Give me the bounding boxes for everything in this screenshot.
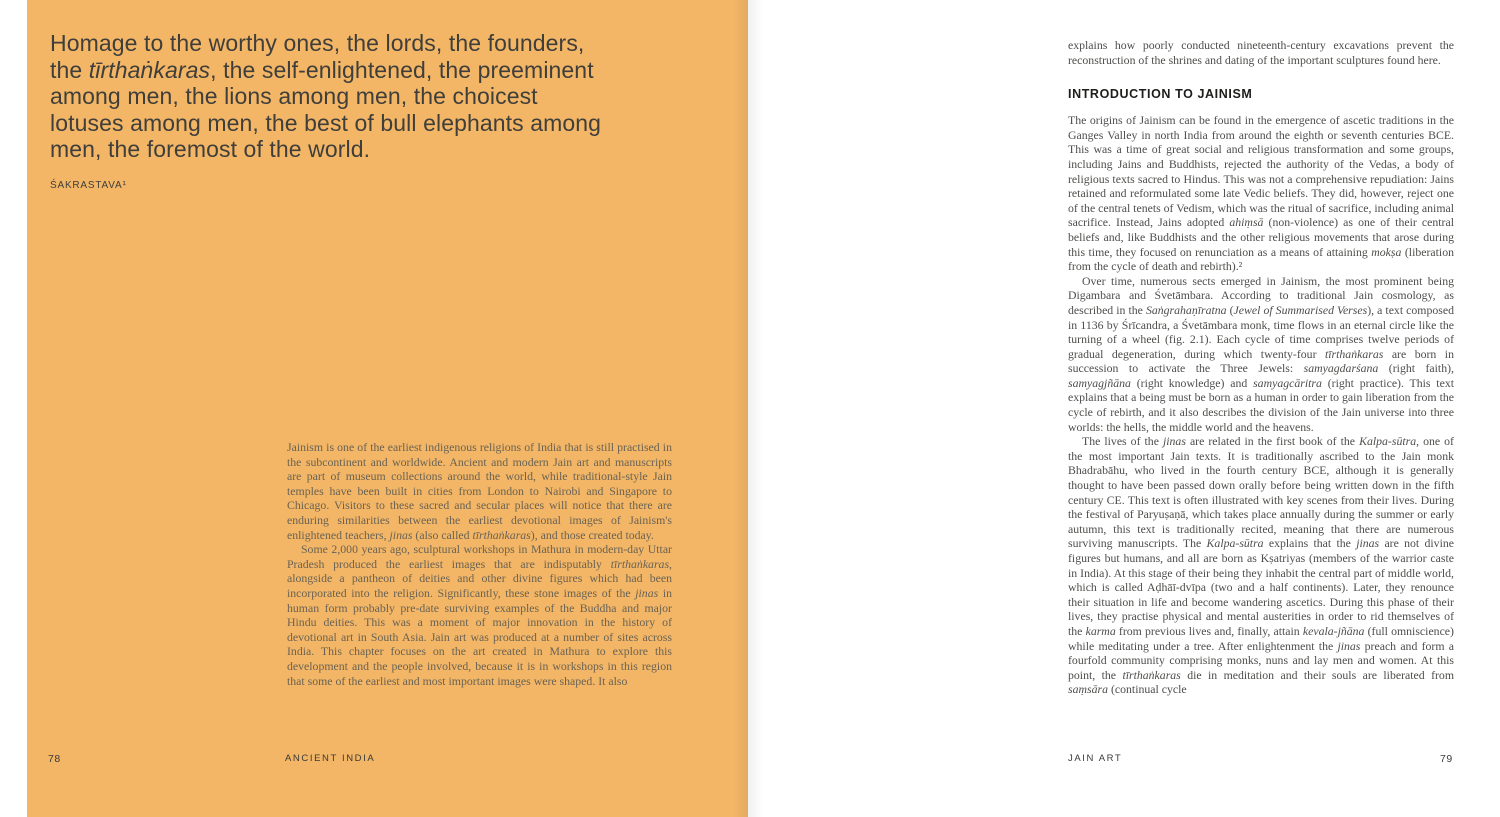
right-body-text bbox=[1068, 38, 1454, 697]
left-page-number: 78 bbox=[48, 753, 61, 765]
left-paragraph: Jainism is one of the earliest indigenous religions of India that is still practised in the subcontinent and worldwide. Ancient and modern Jain art and manuscripts are part of museum collections around the world, while traditional-style Jain temples have been built in cities from London to Nairobi and Singapore to Chicago. Visitors to these sacred and secular places will notice that there are enduring similarities between the earliest devotional images of Jainism's enlightened teachers, jinas (also called tīrthaṅkaras), and those created today. bbox=[287, 440, 672, 542]
right-page bbox=[748, 0, 1473, 817]
right-paragraph: The origins of Jainism can be found in the emergence of ascetic traditions in the Ganges Valley in north India from around the eighth or seventh centuries BCE. This was a time of great social and religious transformation and some groups, including Jains and Buddhists, rejected the authority of the Vedas, a body of religious texts sacred to Hindus. This was not a comprehensive repudiation: Jains retained and reformulated some late Vedic beliefs. They did, however, reject one of the central tenets of Vedism, which was the ritual of sacrifice, including animal sacrifice. Instead, Jains adopted ahiṃsā (non-violence) as one of their central beliefs and, like Buddhists and the other religious movements that arose during this time, they focused on renunciation as a means of attaining mokṣa (liberation from the cycle of death and rebirth).² bbox=[1068, 113, 1455, 274]
left-footer-section-label: ANCIENT INDIA bbox=[285, 753, 376, 764]
section-heading: INTRODUCTION TO JAINISM bbox=[1068, 87, 1253, 102]
continuation-paragraph: explains how poorly conducted nineteenth-century excavations prevent the reconstruction of the shrines and dating of the important sculptures found here. bbox=[1068, 38, 1454, 67]
left-body-text bbox=[287, 440, 672, 688]
right-footer-section-label: JAIN ART bbox=[1068, 753, 1123, 764]
epigraph-attribution: ŚAKRASTAVA¹ bbox=[50, 180, 127, 191]
epigraph-quote: Homage to the worthy ones, the lords, the founders, the tīrthaṅkaras, the self-enlightened, the preeminent among men, the lions among men, the choicest lotuses among men, the best of bull elephants among men, the foremost of the world. bbox=[50, 30, 602, 162]
right-page-number: 79 bbox=[1440, 753, 1453, 765]
left-paragraph: Some 2,000 years ago, sculptural workshops in Mathura in modern-day Uttar Pradesh produced the earliest images that are indisputably tīrthaṅkaras, alongside a pantheon of deities and other divine figures which had been incorporated into the religion. Significantly, these stone images of the jinas in human form probably pre-date surviving examples of the Buddha and major Hindu deities. This was a moment of major innovation in the history of devotional art in South Asia. Jain art was produced at a number of sites across India. This chapter focuses on the art created in Mathura to explore this development and the people involved, because it is in workshops in this region that some of the earliest and most important images were shaped. It also bbox=[287, 542, 672, 688]
right-paragraph: Over time, numerous sects emerged in Jainism, the most prominent being Digambara and Śvetāmbara. According to traditional Jain cosmology, as described in the Saṅgrahaṇīratna (Jewel of Summarised Verses), a text composed in 1136 by Śrīcandra, a Śvetāmbara monk, time flows in an eternal circle like the turning of a wheel (fig. 2.1). Each cycle of time comprises twelve periods of gradual degeneration, during which twenty-four tīrthaṅkaras are born in succession to activate the Three Jewels: samyagdarśana (right faith), samyagjñāna (right knowledge) and samyagcāritra (right practice). This text explains that a being must be born as a human in order to gain liberation from the cycle of rebirth, and it also describes the division of the Jain universe into three worlds: the hells, the middle world and the heavens. bbox=[1068, 273, 1454, 434]
left-page bbox=[27, 0, 748, 817]
right-paragraph: The lives of the jinas are related in the first book of the Kalpa-sūtra, one of the most important Jain texts. It is traditionally ascribed to the Jain monk Bhadrabāhu, who lived in the fourth century BCE, although it is generally thought to have been passed down orally before being written down in the fifth century CE. This text is often illustrated with key scenes from their lives. During the festival of Paryuṣaṇā, which takes place annually during the summer or early autumn, this text is traditionally recited, meaning that there are numerous surviving manuscripts. The Kalpa-sūtra explains that the jinas are not divine figures but humans, and all are born as Kṣatriyas (members of the warrior caste in India). At this stage of their being they inhabit the central part of middle world, which is called Aḍhāī-dvīpa (two and a half continents). Later, they renounce their situation in life and become wandering ascetics. During this phase of their lives, they practise physical and mental austerities in order to rid themselves of the karma from previous lives and, finally, attain kevala-jñāna (full omniscience) while meditating under a tree. After enlightenment the jinas preach and form a fourfold community comprising monks, nuns and lay men and women. At this point, the tīrthaṅkaras die in meditation and their souls are liberated from saṃsāra (continual cycle bbox=[1068, 434, 1455, 697]
